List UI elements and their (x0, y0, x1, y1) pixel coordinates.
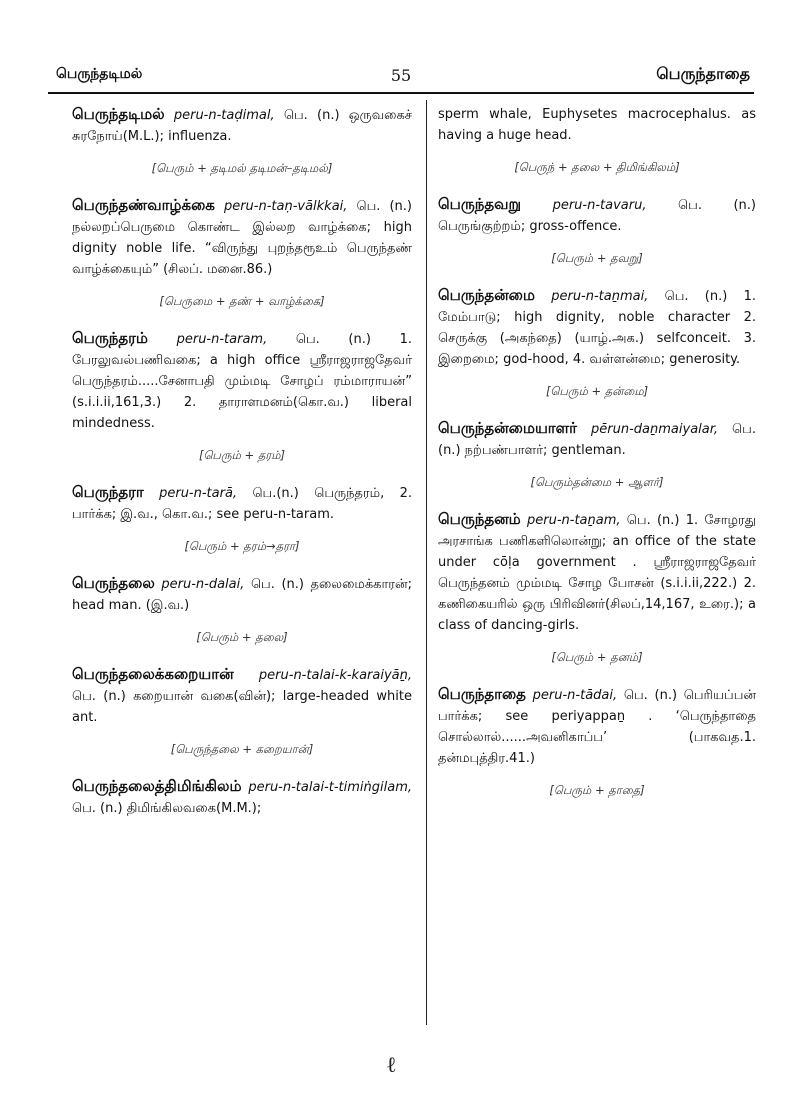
entry-definition (438, 285, 756, 370)
entry-body: பெ. (n.) நற்பண்பாளர்; gentleman. (438, 422, 756, 458)
entry-body: பெ. (n.) 1. மேம்பாடு; high dignity, noble character 2. செருக்கு (அகந்தை) (யாழ்.அக.) selfconceit. 3. இறைமை; god-hood, 4. வள்ளன்மை; generosity. (438, 289, 756, 367)
entry-headword: பெருந்தன்மை (438, 286, 535, 304)
entry-etymology: [பெரும் + தரம்] (198, 448, 286, 462)
entry-definition (72, 573, 412, 616)
dictionary-entry (72, 195, 412, 310)
entry-body: பெ. (n.) ஒருவகைச் சுரநோய்(M.L.); influenza. (72, 108, 412, 144)
entry-definition (438, 104, 756, 146)
entry-etymology: [பெரும்தன்மை + ஆளர்] (530, 475, 664, 489)
entry-etymology: [பெருமை + தண் + வாழ்க்கை] (159, 294, 325, 308)
entry-transliteration: peru-n-taram, (176, 332, 268, 347)
entry-body: பெ. (n.) பெரியப்பன் பார்க்க; see periyappaṉ . ‘பெருந்தாதை சொல்லால்......அவனிகாப்ப’ (பாகவத.1. தன்மபுத்திர.41.) (438, 688, 756, 766)
header-left-guide-word: பெருந்தடிமல் (56, 66, 143, 82)
dictionary-entry (438, 684, 756, 799)
entry-headword: பெருந்தவறு (438, 195, 522, 213)
entry-etymology: [பெருந் + தலை + திமிங்கிலம்] (514, 160, 680, 174)
page-number: 55 (390, 66, 412, 85)
entry-headword: பெருந்தலை (72, 574, 155, 592)
entry-body: பெ. (n.) தலைமைக்காரன்; head man. (இ.வ.) (72, 577, 412, 613)
entry-transliteration: peru-n-dalai, (161, 577, 245, 592)
entry-transliteration: peru-n-tarā, (159, 486, 238, 501)
entry-body: sperm whale, Euphysetes macrocephalus. as having a huge head. (438, 107, 756, 143)
entry-body: பெ. (n.) 1. பேரலுவல்பணிவகை; a high office ஸ்ரீராஜராஜதேவர் பெருந்தரம்.....சேனாபதி மும்மடி சோழப் ரம்மாராயன்” (s.i.i.ii,161,3.) 2. தாராளமனம்(கொ.வ.) liberal mindedness. (72, 332, 412, 431)
header-right-guide-word: பெருந்தாதை (656, 64, 750, 83)
entry-definition (72, 664, 412, 728)
entry-headword: பெருந்தண்வாழ்க்கை (72, 196, 215, 214)
entry-transliteration: peru-n-taṉmai, (551, 289, 649, 304)
entry-transliteration: peru-n-taṉam, (527, 513, 621, 528)
entry-body: பெ. (n.) கறையான் வகை(வின்); large-headed white ant. (72, 689, 412, 725)
dictionary-entry (72, 776, 412, 819)
entry-headword: பெருந்தலைத்திமிங்கிலம் (72, 777, 242, 795)
entry-headword: பெருந்தரா (72, 483, 144, 501)
dictionary-entry (438, 418, 756, 491)
entry-definition (438, 684, 756, 769)
entry-etymology: [பெரும் + தடிமல் தடிமன்–தடிமல்] (151, 161, 333, 175)
entry-body: பெ. (n.) 1. சோழரது அரசாங்க பணிகளிலொன்று; an office of the state under cōḷa government . ஸ்ரீராஜராஜதேவர் பெருந்தனம் மும்மடி சோழ போசன் (s.i.i.ii,222.) 2. கணிகையரில் ஒரு பிரிவினர்(சிலப்,14,167, உரை.); a class of dancing-girls. (438, 513, 757, 633)
column-divider (426, 100, 427, 1025)
entry-etymology: [பெரும் + தரம்→தரா] (184, 539, 300, 553)
entry-definition (72, 195, 412, 280)
entry-headword: பெருந்தடிமல் (72, 105, 165, 123)
entry-headword: பெருந்தாதை (438, 685, 526, 703)
entry-definition (72, 482, 412, 525)
entry-etymology: [பெரும் + தாதை] (549, 783, 645, 797)
entry-body: பெ. (n.) பெருங்குற்றம்; gross-offence. (438, 198, 757, 234)
entry-headword: பெருந்தனம் (438, 510, 521, 528)
entry-headword: பெருந்தன்மையாளர் (438, 419, 578, 437)
left-column (72, 104, 412, 837)
entry-transliteration: peru-n-tādai, (532, 688, 618, 703)
dictionary-entry (72, 664, 412, 758)
entry-definition (438, 418, 756, 461)
entry-etymology: [பெரும் + தலை] (196, 630, 288, 644)
entry-etymology: [பெரும் + தன்மை] (545, 384, 649, 398)
entry-definition (72, 104, 412, 147)
dictionary-entry (438, 509, 756, 666)
dictionary-entry (72, 573, 412, 646)
entry-definition (72, 776, 412, 819)
dictionary-entry (72, 482, 412, 555)
footer-ornament: ℓ (386, 1053, 397, 1078)
page-header (48, 62, 754, 92)
right-column (438, 104, 756, 817)
entry-body: பெ.(n.) பெருந்தரம், 2. பார்க்க; இ.வ., கொ.வ.; see peru-n-taram. (72, 486, 412, 522)
entry-transliteration: pērun-daṉmaiyalar, (591, 422, 719, 437)
entry-definition (438, 194, 756, 237)
entry-definition (72, 328, 412, 434)
entry-headword: பெருந்தரம் (72, 329, 148, 347)
dictionary-entry (72, 328, 412, 464)
dictionary-entry (438, 194, 756, 267)
entry-transliteration: peru-n-talai-k-karaiyāṉ, (258, 668, 412, 683)
entry-body: பெ. (n.) நல்லறப்பெருமை கொண்ட இல்லற வாழ்க்கை; high dignity noble life. “விருந்து புறந்தரூஉம் பெருந்தண் வாழ்க்கையும்” (சிலப். மனை.86.) (72, 199, 412, 277)
dictionary-entry (438, 104, 756, 176)
header-rule (48, 92, 754, 94)
entry-definition (438, 509, 756, 636)
entry-body: பெ. (n.) திமிங்கிலவகை(M.M.); (72, 801, 262, 816)
entry-etymology: [பெருந்தலை + கறையான்] (170, 742, 314, 756)
dictionary-entry (72, 104, 412, 177)
dictionary-entry (438, 285, 756, 400)
entry-transliteration: peru-n-tavaru, (552, 198, 647, 213)
entry-transliteration: peru-n-talai-t-timiṅgilam, (248, 780, 412, 795)
entry-etymology: [பெரும் + தவறு] (551, 251, 643, 265)
entry-etymology: [பெரும் + தனம்] (551, 650, 643, 664)
entry-headword: பெருந்தலைக்கறையான் (72, 665, 234, 683)
entry-transliteration: peru-n-taṇ-vālkkai, (223, 199, 348, 214)
entry-transliteration: peru-n-taḍimal, (173, 108, 275, 123)
